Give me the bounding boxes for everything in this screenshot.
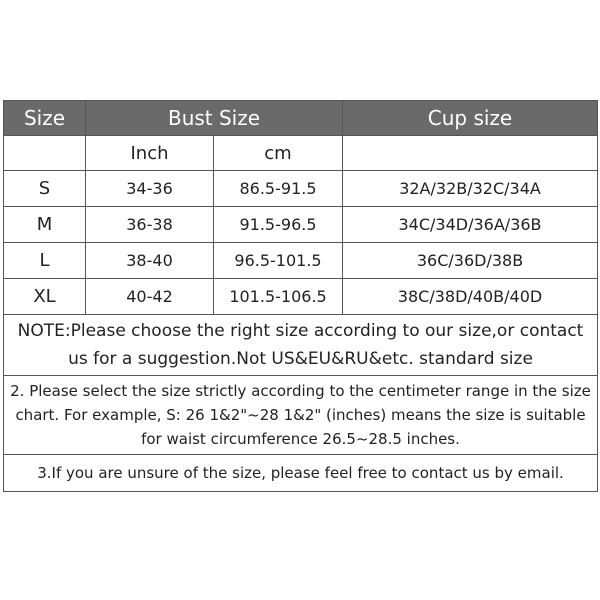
cup-cell: 34C/34D/36A/36B <box>343 207 598 243</box>
cup-cell: 32A/32B/32C/34A <box>343 171 598 207</box>
contact-note: 3.If you are unsure of the size, please feel free to contact us by email. <box>4 455 598 492</box>
size-instruction: 2. Please select the size strictly according to the centimeter range in the size chart. For example, S: 26 1&2"~28 1&2" (inches) means the size is suitable for waist circumference 26.5~28.5 inches. <box>4 376 598 455</box>
contact-row <box>4 455 598 492</box>
size-cell: XL <box>4 279 86 315</box>
cm-cell: 91.5-96.5 <box>214 207 343 243</box>
cm-cell: 96.5-101.5 <box>214 243 343 279</box>
size-cell: M <box>4 207 86 243</box>
header-size: Size <box>4 101 86 136</box>
inch-cell: 34-36 <box>86 171 214 207</box>
header-bust-size: Bust Size <box>86 101 343 136</box>
header-cup-size: Cup size <box>343 101 598 136</box>
size-cell: S <box>4 171 86 207</box>
table-row <box>4 207 598 243</box>
unit-blank-cup <box>343 136 598 171</box>
unit-inch: Inch <box>86 136 214 171</box>
note-row <box>4 315 598 376</box>
unit-row <box>4 136 598 171</box>
cup-cell: 38C/38D/40B/40D <box>343 279 598 315</box>
table-row <box>4 243 598 279</box>
table-row <box>4 171 598 207</box>
unit-blank <box>4 136 86 171</box>
unit-cm: cm <box>214 136 343 171</box>
inch-cell: 40-42 <box>86 279 214 315</box>
instruction-row <box>4 376 598 455</box>
size-cell: L <box>4 243 86 279</box>
table-row <box>4 279 598 315</box>
size-chart-table <box>3 100 598 492</box>
table-header-row <box>4 101 598 136</box>
cm-cell: 86.5-91.5 <box>214 171 343 207</box>
inch-cell: 36-38 <box>86 207 214 243</box>
size-note: NOTE:Please choose the right size according to our size,or contact us for a suggestion.Not US&EU&RU&etc. standard size <box>4 315 598 376</box>
cup-cell: 36C/36D/38B <box>343 243 598 279</box>
inch-cell: 38-40 <box>86 243 214 279</box>
cm-cell: 101.5-106.5 <box>214 279 343 315</box>
